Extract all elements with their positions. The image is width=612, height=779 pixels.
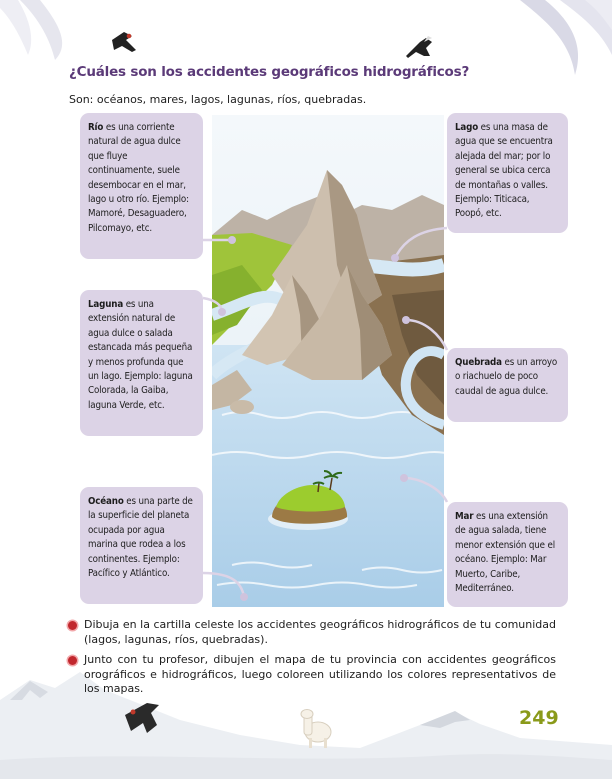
bullet-icon [68, 621, 77, 630]
definition-card-laguna [80, 290, 203, 436]
definition-card-lago [447, 113, 568, 233]
section-heading: ¿Cuáles son los accidentes geográficos hidrográficos? [69, 64, 470, 80]
llama-icon [301, 710, 331, 749]
term-laguna: Laguna [88, 299, 124, 310]
activity-text: Dibuja en la cartilla celeste los accidentes geográficos hidrográficos de tu comunidad (lagos, lagunas, ríos, quebradas). [84, 618, 556, 646]
term-quebrada: Quebrada [455, 357, 502, 368]
definition-card-quebrada [447, 348, 568, 422]
definition-mar: es una extensión de agua salada, tiene menor extensión que el océano. Ejemplo: Mar Muerto, Caribe, Mediterráneo. [455, 511, 555, 595]
term-lago: Lago [455, 122, 479, 133]
page-number: 249 [519, 707, 559, 729]
definition-card-rio [80, 113, 203, 259]
condor-icon-left [112, 32, 136, 52]
hydrography-illustration [212, 115, 444, 607]
bullet-icon [68, 656, 77, 665]
definition-card-oceano [80, 487, 203, 604]
term-rio: Río [88, 122, 104, 133]
definition-laguna: es una extensión natural de agua dulce o salada estancada más pequeña y menos profunda que un lago. Ejemplo: laguna Colorada, la Gaiba, laguna Verde, etc. [88, 299, 193, 411]
term-mar: Mar [455, 511, 474, 522]
definition-rio: es una corriente natural de agua dulce que fluye continuamente, suele desembocar en el mar, lago u otro río. Ejemplo: Mamoré, Desaguadero, Pilcomayo, etc. [88, 122, 189, 234]
definition-quebrada: es un arroyo o riachuelo de poco caudal de agua dulce. [455, 357, 558, 397]
intro-text: Son: océanos, mares, lagos, lagunas, ríos, quebradas. [69, 93, 367, 106]
definition-oceano: es una parte de la superficie del planeta ocupada por agua marina que rodea a los continentes. Ejemplo: Pacífico y Atlántico. [88, 496, 193, 580]
activity-item [68, 618, 556, 647]
term-oceano: Océano [88, 496, 124, 507]
activity-item [68, 653, 556, 697]
condor-icon-right [406, 36, 432, 58]
definition-lago: es una masa de agua que se encuentra alejada del mar; por lo general se ubica cerca de montañas o valles. Ejemplo: Titicaca, Poopó, etc. [455, 122, 553, 220]
definition-card-mar [447, 502, 568, 607]
activity-text: Junto con tu profesor, dibujen el mapa de tu provincia con accidentes geográficos orográficos e hidrográficos, luego coloreen utilizando los colores representativos de los mapas. [84, 653, 556, 696]
activity-list [68, 618, 556, 703]
